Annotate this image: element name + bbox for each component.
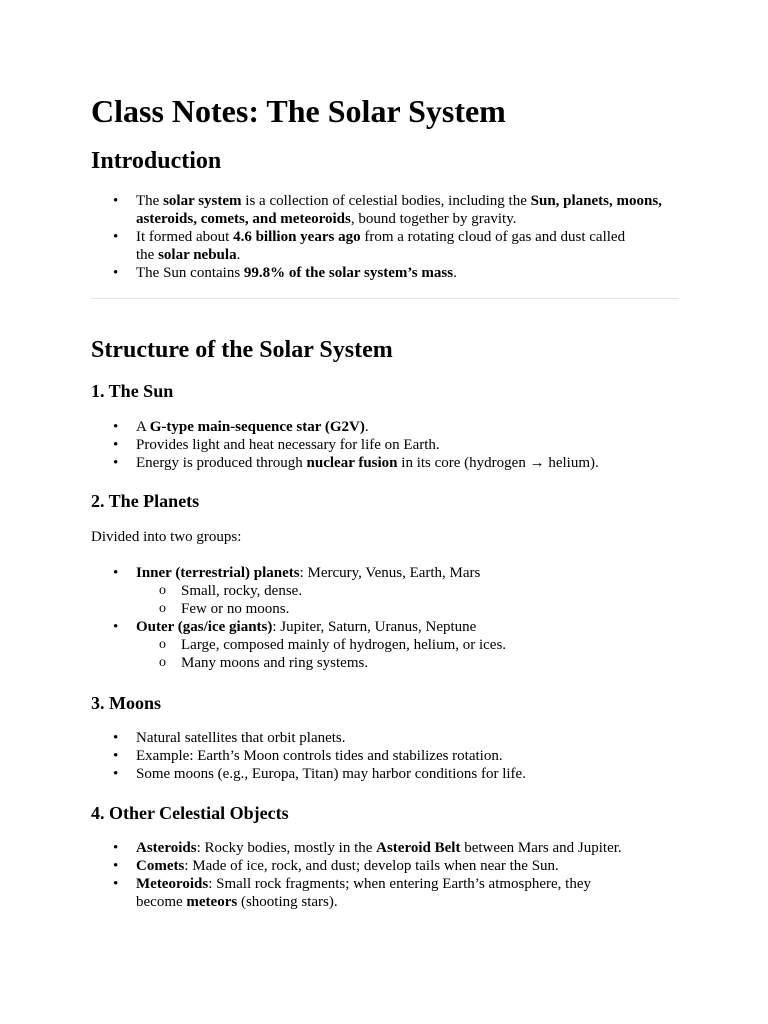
list-item-line: Meteoroids: Small rock fragments; when entering Earth’s atmosphere, they <box>136 876 592 892</box>
sun-list <box>91 418 679 472</box>
sub-bullet-icon: o <box>159 583 166 598</box>
planets-list <box>91 564 679 672</box>
bold-text: Asteroid Belt <box>376 840 461 856</box>
bold-text: Inner (terrestrial) planets <box>136 565 300 581</box>
sub-list-item <box>91 600 679 618</box>
other-heading: 4. Other Celestial Objects <box>91 803 289 823</box>
bullet-icon: • <box>113 265 119 281</box>
list-item-line: asteroids, comets, and meteoroids, bound together by gravity. <box>136 211 517 227</box>
bold-text: G-type main-sequence star (G2V) <box>149 419 365 435</box>
intro-heading: Introduction <box>91 148 222 174</box>
bullet-icon: • <box>113 193 119 209</box>
list-item <box>91 228 679 264</box>
bold-text: Sun, planets, moons, <box>530 193 662 209</box>
bullet-icon: • <box>113 858 119 874</box>
list-item <box>91 857 679 875</box>
list-item-line: Asteroids: Rocky bodies, mostly in the Asteroid Belt between Mars and Jupiter. <box>136 840 622 856</box>
moons-heading: 3. Moons <box>91 693 162 713</box>
list-item <box>91 192 679 228</box>
bold-text: meteors <box>186 894 238 910</box>
list-item <box>91 454 679 472</box>
section-divider <box>91 298 679 299</box>
list-item-line: Example: Earth’s Moon controls tides and stabilizes rotation. <box>136 748 503 764</box>
list-item <box>91 418 679 436</box>
bullet-icon: • <box>113 766 119 782</box>
planets-heading: 2. The Planets <box>91 491 200 511</box>
bold-text: nuclear fusion <box>306 455 398 471</box>
bold-text: 99.8% of the solar system’s mass <box>243 265 454 281</box>
list-item <box>91 618 679 636</box>
list-item-line: Small, rocky, dense. <box>181 583 303 599</box>
moons-list <box>91 729 679 783</box>
bold-text: 4.6 billion years ago <box>233 229 361 245</box>
list-item <box>91 564 679 582</box>
bold-text: solar nebula <box>158 247 237 263</box>
bullet-icon: • <box>113 840 119 856</box>
bullet-icon: • <box>113 455 119 471</box>
sun-heading: 1. The Sun <box>91 381 174 401</box>
list-item-line: become meteors (shooting stars). <box>136 894 338 910</box>
list-item-line: Large, composed mainly of hydrogen, helium, or ices. <box>181 637 507 653</box>
list-item-line: the solar nebula. <box>136 247 241 263</box>
bold-text: Asteroids <box>136 840 197 856</box>
list-item-line: Provides light and heat necessary for life on Earth. <box>136 437 440 453</box>
intro-list <box>91 192 679 282</box>
sub-list-item <box>91 582 679 600</box>
bullet-icon: • <box>113 730 119 746</box>
list-item-line: It formed about 4.6 billion years ago from a rotating cloud of gas and dust called <box>136 229 626 245</box>
sub-list-item <box>91 636 679 654</box>
other-list <box>91 839 679 911</box>
page-title: Class Notes: The Solar System <box>91 93 506 129</box>
list-item <box>91 264 679 282</box>
bold-text: Comets <box>136 858 185 874</box>
bullet-icon: • <box>113 437 119 453</box>
bullet-icon: • <box>113 876 119 892</box>
sub-bullet-icon: o <box>159 655 166 670</box>
list-item-line: A G-type main-sequence star (G2V). <box>136 419 369 435</box>
list-item-line: Energy is produced through nuclear fusion in its core (hydrogen → helium). <box>136 455 599 471</box>
list-item-line: Outer (gas/ice giants): Jupiter, Saturn, Uranus, Neptune <box>136 619 477 635</box>
structure-heading: Structure of the Solar System <box>91 337 393 363</box>
list-item-line: Few or no moons. <box>181 601 290 617</box>
bullet-icon: • <box>113 229 119 245</box>
bullet-icon: • <box>113 748 119 764</box>
sub-list-item <box>91 654 679 672</box>
list-item-line: The solar system is a collection of celestial bodies, including the Sun, planets, moons, <box>136 193 662 209</box>
bullet-icon: • <box>113 619 119 635</box>
list-item <box>91 765 679 783</box>
list-item-line: Some moons (e.g., Europa, Titan) may harbor conditions for life. <box>136 766 526 782</box>
list-item <box>91 729 679 747</box>
list-item-line: The Sun contains 99.8% of the solar system’s mass. <box>136 265 457 281</box>
list-item-line: Many moons and ring systems. <box>181 655 369 671</box>
list-item <box>91 839 679 857</box>
list-item-line: Inner (terrestrial) planets: Mercury, Venus, Earth, Mars <box>136 565 481 581</box>
bold-text: Meteoroids <box>136 876 209 892</box>
bold-text: solar system <box>163 193 242 209</box>
bold-text: Outer (gas/ice giants) <box>136 619 273 635</box>
list-item-line: Comets: Made of ice, rock, and dust; develop tails when near the Sun. <box>136 858 559 874</box>
bullet-icon: • <box>113 565 119 581</box>
list-item <box>91 436 679 454</box>
list-item <box>91 875 679 911</box>
planets-intro: Divided into two groups: <box>91 529 242 545</box>
bold-text: asteroids, comets, and meteoroids <box>136 211 351 227</box>
sub-bullet-icon: o <box>159 637 166 652</box>
bullet-icon: • <box>113 419 119 435</box>
list-item <box>91 747 679 765</box>
sub-bullet-icon: o <box>159 601 166 616</box>
list-item-line: Natural satellites that orbit planets. <box>136 730 346 746</box>
